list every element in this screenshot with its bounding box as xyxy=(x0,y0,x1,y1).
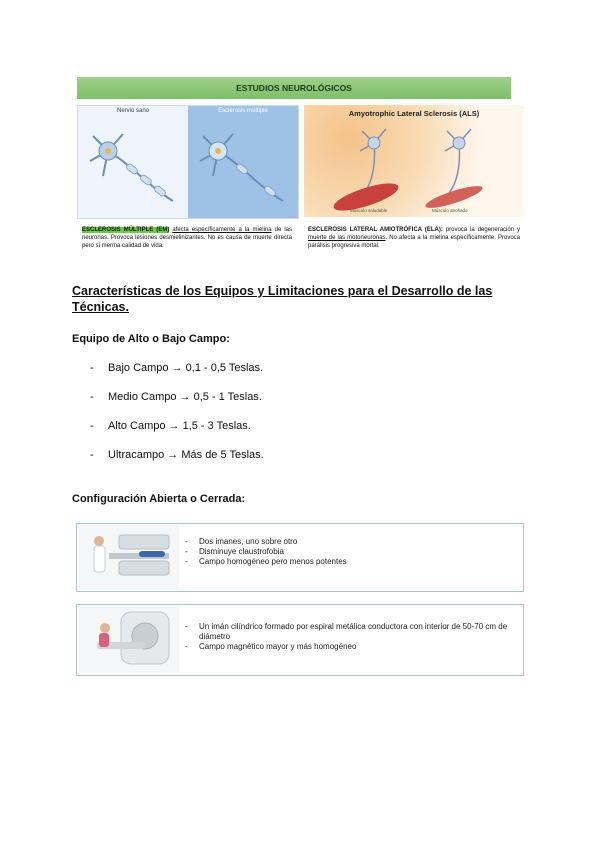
neuron-drawing xyxy=(78,106,298,218)
ms-caption: ESCLEROSIS MÚLTIPLE (EM) afecta específicamente a la mielina de las neuronas. Provoca lesiones desmielinizantes. No es causa de muerte directa pero si merma calidad de vida. xyxy=(82,227,293,249)
list-item: - Un imán cilíndrico formado por espiral metálica conductora con interior de 50-70 cm de diámetro xyxy=(185,622,515,642)
list-item: - Dos imanes, uno sobre otro xyxy=(185,537,347,547)
closed-mri-image xyxy=(79,606,179,672)
list-item: - Campo homogéneo pero menos potentes xyxy=(185,557,347,567)
open-mri-card xyxy=(76,523,524,592)
open-mri-list xyxy=(185,537,347,567)
list-item: - Medio Campo → 0,5 - 1 Teslas. xyxy=(90,391,262,403)
open-mri-image xyxy=(79,525,179,589)
banner-estudios-neurologicos: ESTUDIOS NEUROLÓGICOS xyxy=(77,77,511,99)
list-item: - Ultracampo → Más de 5 Teslas. xyxy=(90,449,264,461)
closed-mri-list xyxy=(185,622,515,652)
motor-neuron-drawing xyxy=(304,105,524,217)
list-item: - Alto Campo → 1,5 - 3 Teslas. xyxy=(90,420,251,432)
list-item: - Bajo Campo → 0,1 - 0,5 Teslas. xyxy=(90,362,264,374)
als-illustration xyxy=(304,105,524,217)
als-title: Amyotrophic Lateral Sclerosis (ALS) xyxy=(348,109,480,118)
als-caption: ESCLEROSIS LATERAL AMIOTRÓFICA (ELA): provoca la degeneración y muerte de las motoneuronas. No afecta a la mielina específicamente. Provoca parálisis progresiva mortal. xyxy=(308,227,521,249)
multiple-sclerosis-illustration xyxy=(77,105,299,219)
label-musculo-atrofiado: Músculo atrofiado xyxy=(432,208,468,213)
equipo-heading: Equipo de Alto o Bajo Campo: xyxy=(72,333,230,345)
list-item: - Disminuye claustrofobia xyxy=(185,547,347,557)
label-musculo-saludable: Músculo saludable xyxy=(350,208,388,213)
section-title: Características de los Equipos y Limitaciones para el Desarrollo de las Técnicas. xyxy=(72,284,493,314)
label-nervio-sano: Nervio sano xyxy=(116,108,149,114)
list-item: - Campo magnético mayor y más homogéneo xyxy=(185,642,515,652)
closed-mri-card xyxy=(76,604,524,676)
label-esclerosis-multiple: Esclerosis múltiple xyxy=(218,108,268,114)
config-heading: Configuración Abierta o Cerrada: xyxy=(72,493,246,505)
